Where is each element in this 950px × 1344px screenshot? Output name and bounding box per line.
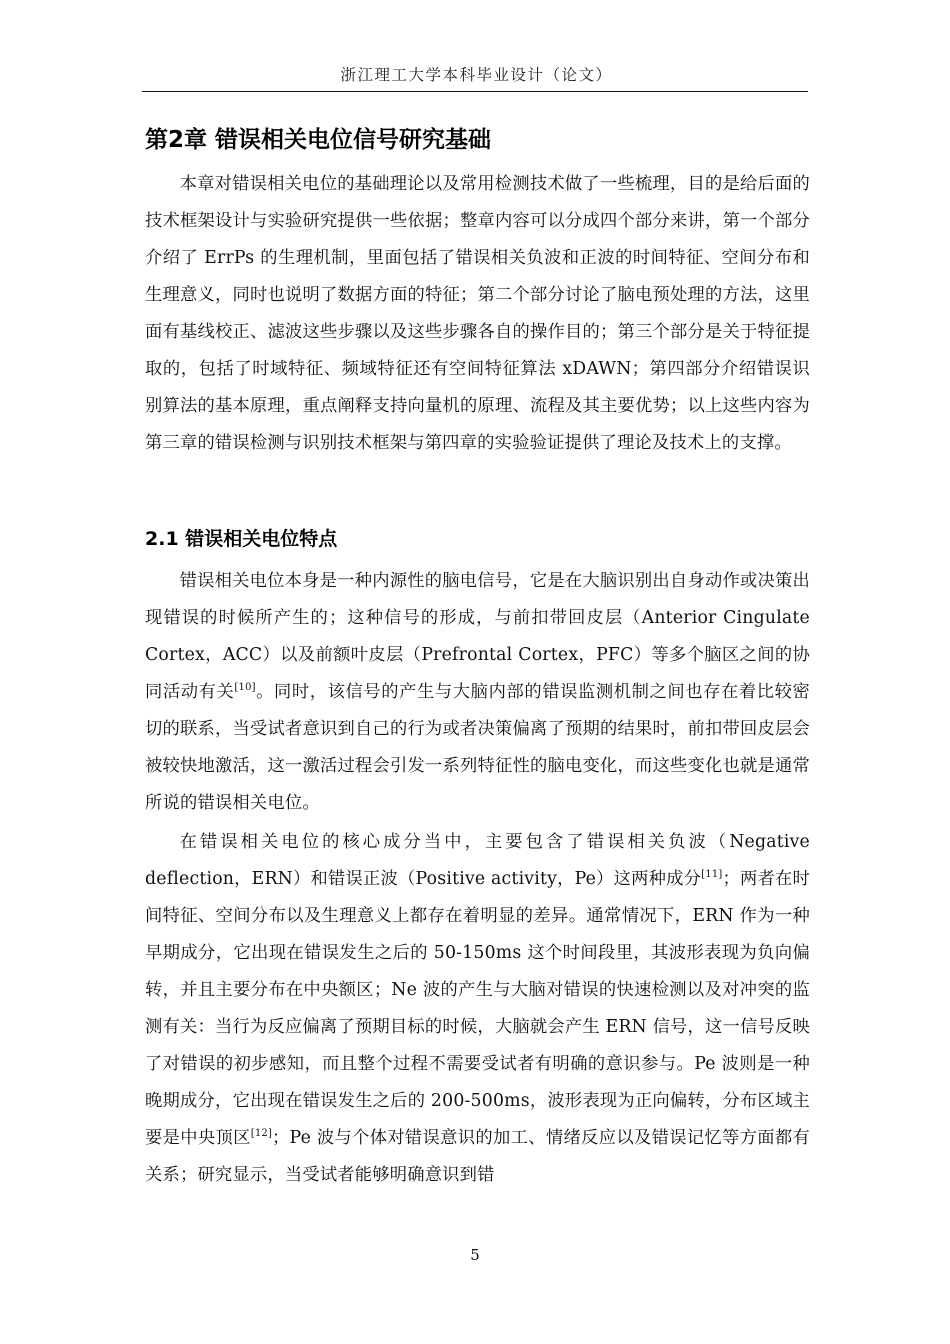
citation-ref: [11]: [701, 869, 723, 881]
paragraph-text: ；两者在时间特征、空间分布以及生理意义上都存在着明显的差异。通常情况下，ERN 作为一种早期成分，它出现在错误发生之后的 50-150ms 这个时间段里，其波形表现为负向偏转，并且主要分布在中央额区；Ne 波的产生与大脑对错误的快速检测以及对冲突的监测有关：当行为反应偏离了预期目标的时候，大脑就会产生 ERN 信号，这一信号反映了对错误的初步感知，而且整个过程不需要受试者有明确的意识参与。Pe 波则是一种晚期成分，它出现在错误发生之后的 200-500ms，波形表现为正向偏转，分布区域主要是中央顶区: [145, 869, 810, 1148]
section-title: 2.1 错误相关电位特点: [145, 528, 338, 550]
chapter-intro-paragraph: 本章对错误相关电位的基础理论以及常用检测技术做了一些梳理，目的是给后面的技术框架设计与实验研究提供一些依据；整章内容可以分成四个部分来讲，第一个部分介绍了 ErrPs 的生理机制，里面包括了错误相关负波和正波的时间特征、空间分布和生理意义，同时也说明了数据方面的特征；第二个部分讨论了脑电预处理的方法，这里面有基线校正、滤波这些步骤以及这些步骤各自的操作目的；第三个部分是关于特征提取的，包括了时域特征、频域特征还有空间特征算法 xDAWN；第四部分介绍错误识别算法的基本原理，重点阐释支持向量机的原理、流程及其主要优势；以上这些内容为第三章的错误检测与识别技术框架与第四章的实验验证提供了理论及技术上的支撑。: [145, 174, 810, 453]
running-header: 浙江理工大学本科毕业设计（论文）: [340, 66, 613, 84]
citation-ref: [10]: [234, 682, 256, 694]
section-paragraph-1: [145, 563, 810, 822]
page-number: 5: [470, 1246, 480, 1264]
citation-ref: [12]: [250, 1128, 273, 1140]
section-paragraph-2: [145, 824, 810, 1194]
paragraph-text: 。同时，该信号的产生与大脑内部的错误监测机制之间也存在着比较密切的联系，当受试者意识到自己的行为或者决策偏离了预期的结果时，前扣带回皮层会被较快地激活，这一激活过程会引发一系列特征性的脑电变化，而这些变化也就是通常所说的错误相关电位。: [145, 682, 810, 813]
paragraph-text: 错误相关电位本身是一种内源性的脑电信号，它是在大脑识别出自身动作或决策出现错误的时候所产生的；这种信号的形成，与前扣带回皮层（Anterior Cingulate Cortex，ACC）以及前额叶皮层（Prefrontal Cortex，PFC）等多个脑区之间的协同活动有关: [145, 571, 810, 702]
paragraph-text: ；Pe 波与个体对错误意识的加工、情绪反应以及错误记忆等方面都有关系；研究显示，当受试者能够明确意识到错: [145, 1128, 810, 1185]
header-rule: [142, 91, 808, 92]
paragraph-text: 在错误相关电位的核心成分当中，主要包含了错误相关负波（Negative deflection，ERN）和错误正波（Positive activity，Pe）这两种成分: [145, 832, 810, 889]
chapter-title: 第2章 错误相关电位信号研究基础: [145, 127, 492, 153]
